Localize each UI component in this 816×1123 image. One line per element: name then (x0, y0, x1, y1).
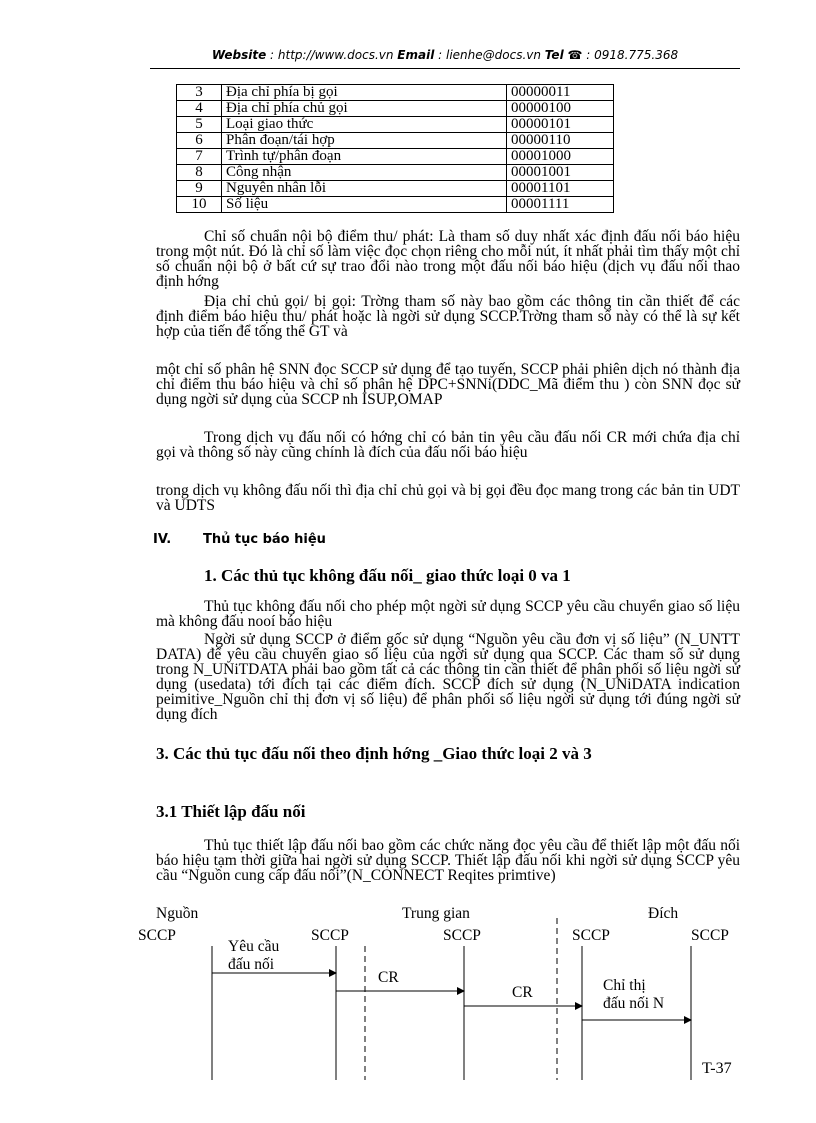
paragraph-local-reference: Chỉ số chuẩn nội bộ điểm thu/ phát: Là tham số duy nhất xác định đấu nối báo hiệu trong một nút. Đó là chỉ số làm việc đọc chọn riêng cho mỗi nút, ít nhất phải tìm thấy một chỉ số chuẩn nội bộ ở bất cứ sự trao đổi nào trong một đấu nối báo hiệu (dịch vụ đấu nối thao định hớng (156, 228, 740, 290)
row-code: 00000110 (507, 133, 614, 149)
row-number: 7 (177, 149, 222, 165)
row-description: Số liệu (222, 197, 507, 213)
row-description: Địa chỉ phía chủ gọi (222, 101, 507, 117)
label-sccp-4: SCCP (572, 927, 610, 944)
label-nguon: Nguồn (156, 905, 199, 922)
website-value: : http://www.docs.vn (266, 48, 398, 62)
website-label: Website (211, 48, 267, 62)
email-value: : lienhe@docs.vn (434, 48, 545, 62)
label-chi-thi: Chỉ thị (603, 977, 646, 994)
label-trung-gian: Trung gian (402, 905, 470, 922)
paragraph-connection-oriented: Trong dịch vụ đấu nối có hớng chỉ có bản tin yêu cầu đấu nối CR mới chứa địa chỉ gọi và thông số này cũng chính là đích của đấu nối báo hiệu (156, 429, 740, 461)
tel-label: Tel (544, 48, 564, 62)
label-dau-noi-n: đấu nối N (603, 995, 665, 1012)
phone-icon: ☎ (563, 48, 583, 62)
row-number: 5 (177, 117, 222, 133)
heading-connection-setup: 3.1 Thiết lập đấu nối (156, 802, 306, 821)
row-number: 3 (177, 85, 222, 101)
row-code: 00000011 (507, 85, 614, 101)
row-code: 00000100 (507, 101, 614, 117)
row-code: 00001101 (507, 181, 614, 197)
row-code: 00001000 (507, 149, 614, 165)
row-description: Địa chỉ phía bị gọi (222, 85, 507, 101)
email-label: Email (397, 48, 435, 62)
row-number: 10 (177, 197, 222, 213)
tel-value: : 0918.775.368 (582, 48, 679, 62)
label-sccp-1: SCCP (138, 927, 176, 944)
label-dich: Đích (648, 905, 679, 922)
paragraph-address: Địa chỉ chủ gọi/ bị gọi: Trờng tham số này bao gồm các thông tin cần thiết để các định điểm báo hiệu thu/ phát hoặc là ngời sử dụng SCCP.Trờng tham số này có thể là sự kết hợp của tiến để tổng thể GT và (156, 293, 740, 340)
row-number: 9 (177, 181, 222, 197)
section-number: IV. (153, 532, 172, 547)
label-cr-2: CR (512, 984, 533, 1001)
label-yeu-cau: Yêu cầu (228, 938, 280, 955)
row-number: 6 (177, 133, 222, 149)
heading-connectionless-procedures: 1. Các thủ tục không đấu nối_ giao thức loại 0 va 1 (204, 566, 571, 585)
row-description: Phân đoạn/tái hợp (222, 133, 507, 149)
paragraph-unitdata: Ngời sử dụng SCCP ở điểm gốc sử dụng “Nguồn yêu cầu đơn vị số liệu” (N_UNTT DATA) để yêu cầu chuyển giao số liệu của ngời sử dụng qua SCCP. Các tham số sử dụng trong N_UNiTDATA phải bao gồm tất cả các thông tin cần thiết để phân phối số liệu ngời sử dụng (usedata) tới đích tại các điểm đích. SCCP đích sử dụng (N_UNiDATA indication peimitive_Nguồn chỉ thị đơn vị số liệu) để phân phối số liệu ngời sử dụng tới đúng ngời sử dụng đích (156, 631, 740, 723)
row-code: 00000101 (507, 117, 614, 133)
row-description: Nguyên nhân lỗi (222, 181, 507, 197)
paragraph-subsystem: một chỉ số phân hệ SNN đọc SCCP sử dụng để tạo tuyến, SCCP phải phiên dịch nó thành địa chỉ điểm thu báo hiệu và chỉ số phân hệ DPC+SNNi(DDC_Mã điểm thu ) còn SNN đọc sử dụng ngời sử dụng của SCCP nh ISUP,OMAP (156, 361, 740, 408)
paragraph-connectionless: trong dịch vụ không đấu nối thì địa chỉ chủ gọi và bị gọi đều đọc mang trong các bản tin UDT và UDTS (156, 482, 740, 514)
row-description: Công nhận (222, 165, 507, 181)
label-sccp-5: SCCP (691, 927, 729, 944)
label-sccp-3: SCCP (443, 927, 481, 944)
row-code: 00001001 (507, 165, 614, 181)
row-description: Trình tự/phân đoạn (222, 149, 507, 165)
row-number: 8 (177, 165, 222, 181)
page-number: T-37 (702, 1060, 732, 1077)
row-code: 00001111 (507, 197, 614, 213)
row-description: Loại giao thức (222, 117, 507, 133)
heading-connection-oriented: 3. Các thủ tục đấu nối theo định hớng _Giao thức loại 2 và 3 (156, 744, 592, 763)
section-title: Thủ tục báo hiệu (203, 532, 326, 547)
row-number: 4 (177, 101, 222, 117)
label-sccp-2: SCCP (311, 927, 349, 944)
paragraph-connectionless-intro: Thủ tục không đấu nối cho phép một ngời sử dụng SCCP yêu cầu chuyển giao số liệu mà không đấu nooí báo hiệu (156, 598, 740, 630)
paragraph-connection-setup: Thủ tục thiết lập đấu nối bao gồm các chức năng đọc yêu cầu để thiết lập một đấu nối báo hiệu tạm thời giữa hai ngời sử dụng SCCP. Thiết lập đấu nối khi ngời sử dụng SCCP yêu cầu “Nguồn cung cấp đấu nối”(N_CONNECT Reqites primtive) (156, 837, 740, 884)
label-dau-noi: đấu nối (228, 956, 275, 973)
label-cr-1: CR (378, 969, 399, 986)
